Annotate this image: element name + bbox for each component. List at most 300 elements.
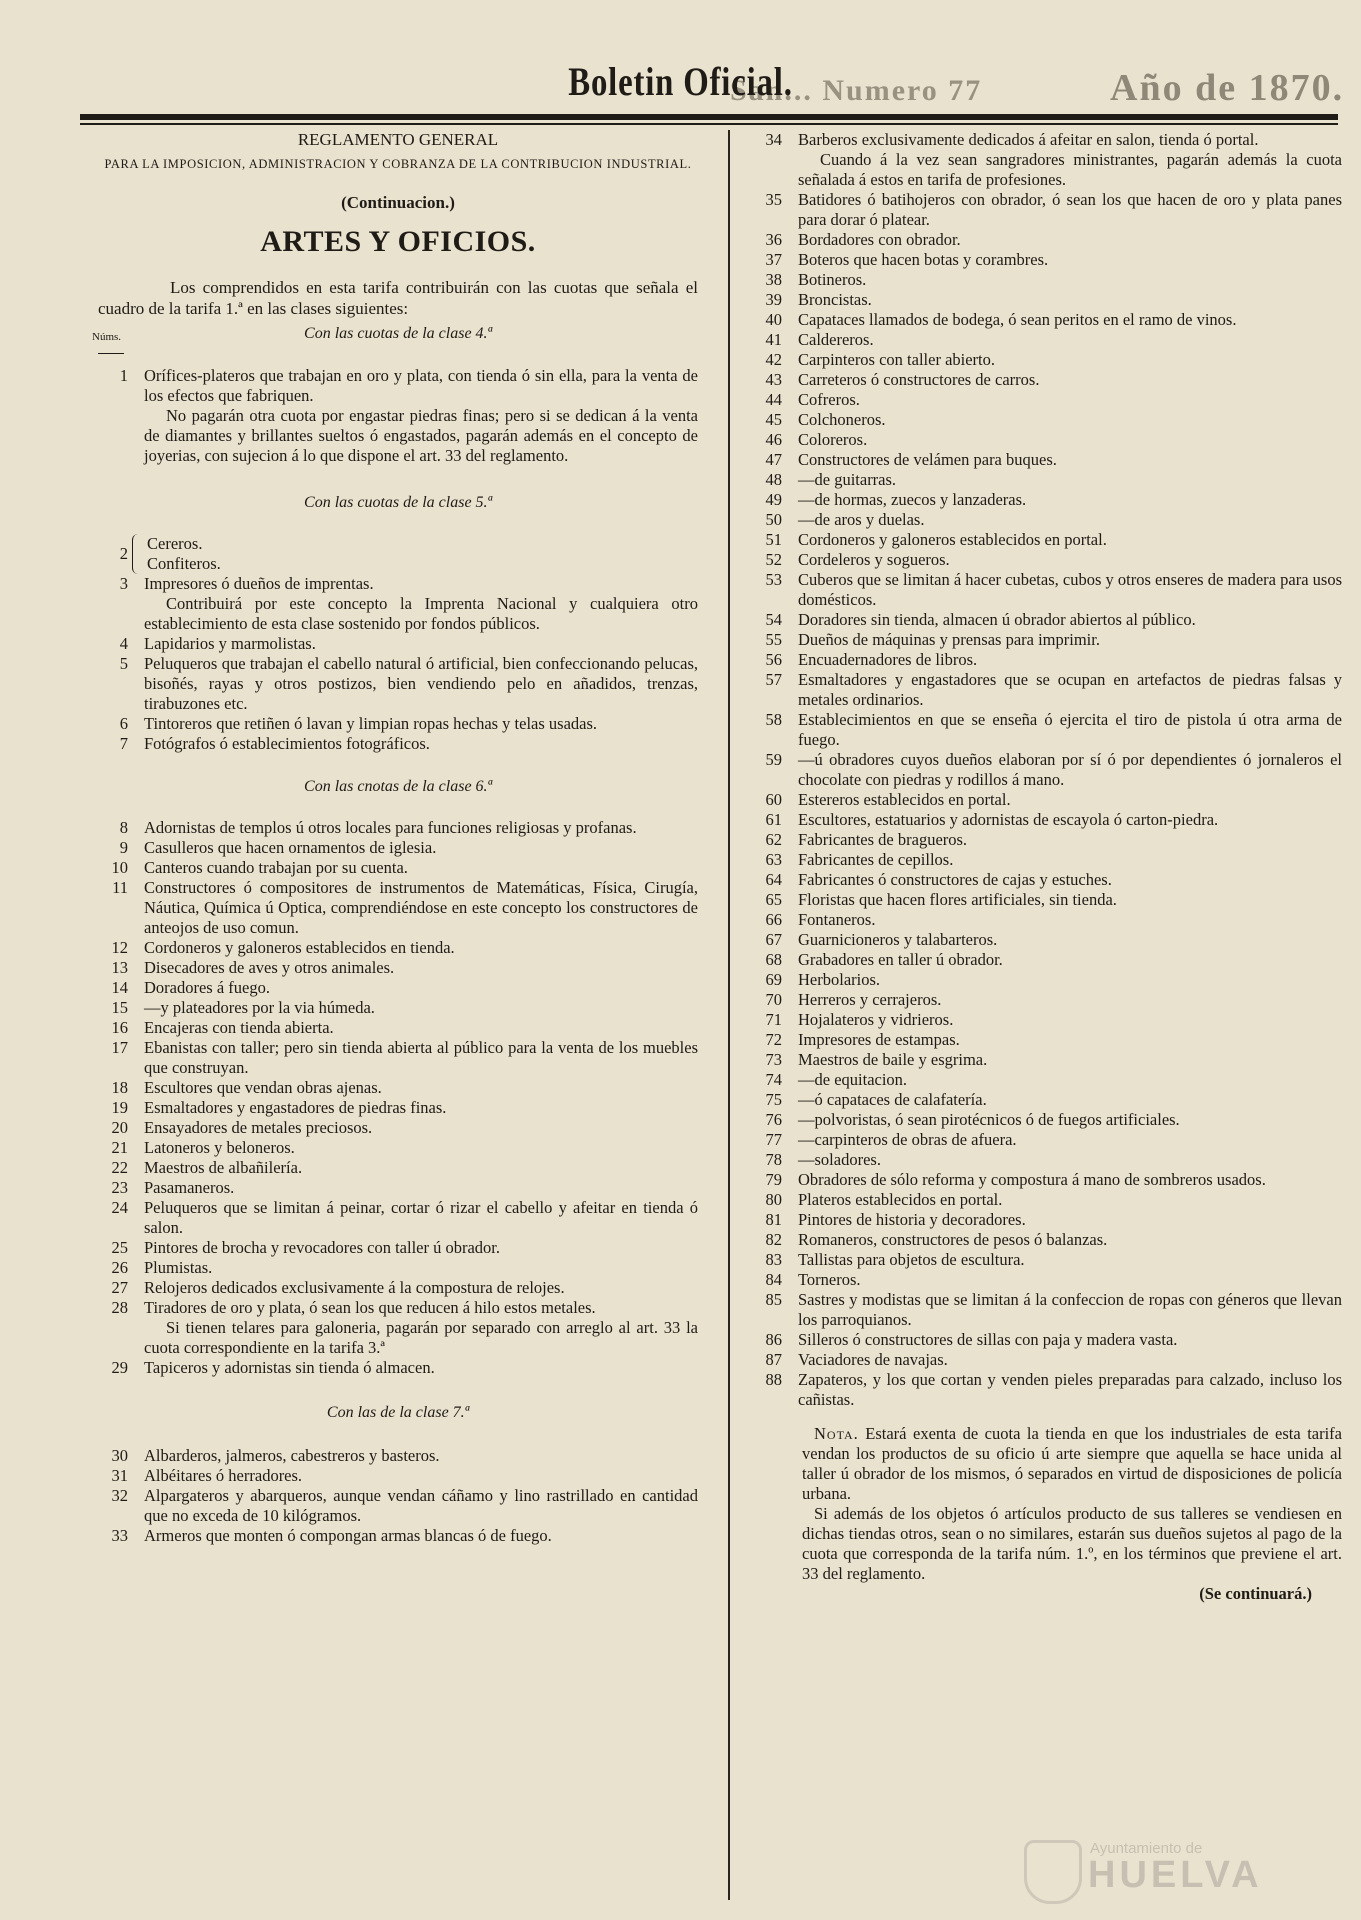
entry-number: 50 [765,510,782,529]
entry-text: Impresores de estampas. [798,1030,960,1049]
entry-number: 72 [765,1030,782,1049]
entry-text: Plateros establecidos en portal. [798,1190,1003,1209]
entry-40 [752,310,1342,330]
entry-69 [752,970,1342,990]
entry-number: 66 [765,910,782,929]
class4-row [92,325,698,351]
entry-text: Grabadores en taller ú obrador. [798,950,1003,969]
entry-number: 29 [111,1358,128,1377]
entry-number: 51 [765,530,782,549]
entry-text: Broncistas. [798,290,872,309]
entry-number: 16 [111,1018,128,1037]
entry-number: 59 [765,750,782,769]
entry-text: Maestros de albañilería. [144,1158,303,1177]
entry-3-note: Contribuirá por este concepto la Imprenta Nacional y cualquiera otro establecimiento de esta clase sostenido por fondos públicos. [144,594,698,633]
right-column [752,130,1342,1604]
seal-icon [1024,1840,1082,1904]
entry-number: 67 [765,930,782,949]
entry-text: Impresores ó dueños de imprentas. [144,574,374,593]
entry-11 [98,878,698,938]
entry-text: Guarnicioneros y talabarteros. [798,930,998,949]
column-divider [728,130,730,1900]
entry-6 [98,714,698,734]
entry-number: 81 [765,1210,782,1229]
entry-number: 33 [111,1526,128,1545]
watermark-small-text: Ayuntamiento de [1090,1840,1203,1857]
entry-number: 73 [765,1050,782,1069]
masthead [0,52,1361,112]
entry-81 [752,1210,1342,1230]
entry-text: Peluqueros que trabajan el cabello natural ó artificial, bien confeccionando pelucas, bisoñés, rayas y otros postizos, bien vendiendo pelo en añadidos, trenzas, tirabuzones etc. [144,654,698,713]
entry-number: 71 [765,1010,782,1029]
entry-number: 88 [765,1370,782,1389]
entry-number: 47 [765,450,782,469]
entry-text: Tintoreros que retiñen ó lavan y limpian ropas hechas y telas usadas. [144,714,598,733]
entry-text: Lapidarios y marmolistas. [144,634,316,653]
entry-text: Doradores sin tienda, almacen ú obrador abiertos al público. [798,610,1196,629]
entry-51 [752,530,1342,550]
entry-number: 86 [765,1330,782,1349]
entry-61 [752,810,1342,830]
entry-34-note: Cuando á la vez sean sangradores ministrantes, pagarán además la cuota señalada á estos en tarifa de profesiones. [798,150,1342,189]
entry-number: 76 [765,1110,782,1129]
entry-number: 78 [765,1150,782,1169]
reglamento-subheading: PARA LA IMPOSICION, ADMINISTRACION Y COBRANZA DE LA CONTRIBUCION INDUSTRIAL. [104,157,692,171]
entry-number: 6 [119,714,128,733]
entry-7 [98,734,698,754]
entry-text: —soladores. [798,1150,881,1169]
entry-text: —ó capataces de calafatería. [798,1090,987,1109]
entry-number: 31 [111,1466,128,1485]
entry-text: Disecadores de aves y otros animales. [144,958,395,977]
entry-65 [752,890,1342,910]
entry-49 [752,490,1342,510]
entry-number: 37 [765,250,782,269]
entry-59 [752,750,1342,790]
entry-87 [752,1350,1342,1370]
entry-text: Fabricantes de cepillos. [798,850,954,869]
entry-32 [98,1486,698,1526]
entry-number: 38 [765,270,782,289]
entry-number: 12 [111,938,128,957]
entry-58 [752,710,1342,750]
entry-text: Latoneros y beloneros. [144,1138,295,1157]
nota-text: Estará exenta de cuota la tienda en que los industriales de esta tarifa vendan los productos de su oficio ú arte siempre que aquella se hace unida al taller ú obrador de los mismos, ó separados en virtud de disposiciones de policía urbana. [802,1424,1343,1503]
entry-number: 52 [765,550,782,569]
entry-number: 75 [765,1090,782,1109]
entry-1 [98,366,698,406]
entry-50 [752,510,1342,530]
class4-heading: Con las cuotas de la clase 4.ª [304,325,492,342]
entry-number: 64 [765,870,782,889]
entry-text: Escultores que vendan obras ajenas. [144,1078,382,1097]
entry-78 [752,1150,1342,1170]
entry-text: —de hormas, zuecos y lanzaderas. [798,490,1027,509]
entry-1-note: No pagarán otra cuota por engastar piedras finas; pero si se dedican á la venta de diamantes y brillantes sueltos ó engastados, pagarán además en el concepto de joyerias, con sujecion á lo que dispone el art. 33 del reglamento. [144,406,698,465]
entry-text: Doradores á fuego. [144,978,270,997]
entry-number: 48 [765,470,782,489]
entry-text: —de guitarras. [798,470,897,489]
entry-16 [98,1018,698,1038]
entry-45 [752,410,1342,430]
entry-number: 24 [111,1198,128,1217]
entry-number: 5 [119,654,128,673]
entry-number: 74 [765,1070,782,1089]
continuacion-heading: (Continuacion.) [341,193,455,212]
entry-number: 55 [765,630,782,649]
nota-paragraph [752,1424,1342,1504]
entry-26 [98,1258,698,1278]
entry-44 [752,390,1342,410]
entry-text: Alpargateros y abarqueros, aunque vendan cáñamo y lino rastrillado en cantidad que no exceda de 10 kilógramos. [144,1486,698,1525]
entry-86 [752,1330,1342,1350]
entry-number: 18 [111,1078,128,1097]
entry-text: Floristas que hacen flores artificiales, sin tienda. [798,890,1117,909]
entry-79 [752,1170,1342,1190]
entry-38 [752,270,1342,290]
entry-number: 36 [765,230,782,249]
entry-number: 83 [765,1250,782,1269]
entry-text: Pintores de historia y decoradores. [798,1210,1026,1229]
class6-heading: Con las cnotas de la clase 6.ª [304,778,492,795]
entry-number: 26 [111,1258,128,1277]
entry-number: 10 [111,858,128,877]
entry-text: —y plateadores por la via húmeda. [144,998,375,1017]
entry-text: Cordoneros y galoneros establecidos en tienda. [144,938,455,957]
entry-text: Fontaneros. [798,910,876,929]
entry-number: 57 [765,670,782,689]
entry-21 [98,1138,698,1158]
entry-number: 3 [119,574,128,593]
entry-text: Herbolarios. [798,970,881,989]
entry-17 [98,1038,698,1078]
masthead-rule-thin [80,123,1338,125]
entry-number: 13 [111,958,128,977]
entry-73 [752,1050,1342,1070]
entry-48 [752,470,1342,490]
entry-83 [752,1250,1342,1270]
entry-number: 58 [765,710,782,729]
entry-2 [98,534,698,574]
entry-8 [98,818,698,838]
entry-68 [752,950,1342,970]
entry-number: 21 [111,1138,128,1157]
watermark-logo [1048,1840,1288,1900]
entry-text: Maestros de baile y esgrima. [798,1050,988,1069]
entry-text: Tallistas para objetos de escultura. [798,1250,1025,1269]
entry-text: Fotógrafos ó establecimientos fotográficos. [144,734,430,753]
entry-number: 1 [119,366,128,385]
entry-number: 28 [111,1298,128,1317]
entry-55 [752,630,1342,650]
entry-56 [752,650,1342,670]
entry-text: Cofreros. [798,390,860,409]
entry-number: 79 [765,1170,782,1189]
entry-text: Dueños de máquinas y prensas para imprimir. [798,630,1100,649]
entry-text: —de aros y duelas. [798,510,925,529]
entry-text: Boteros que hacen botas y corambres. [798,250,1049,269]
continuara-label: (Se continuará.) [1199,1584,1312,1603]
entry-text: Peluqueros que se limitan á peinar, cortar ó rizar el cabello y afeitar en tienda ó salon. [144,1198,698,1237]
entry-text: —polvoristas, ó sean pirotécnicos ó de fuegos artificiales. [798,1110,1180,1129]
entry-text: Plumistas. [144,1258,213,1277]
entry-number: 54 [765,610,782,629]
entry-text: Silleros ó constructores de sillas con paja y madera vasta. [798,1330,1178,1349]
entry-33 [98,1526,698,1546]
entry-52 [752,550,1342,570]
entry-text: Carreteros ó constructores de carros. [798,370,1040,389]
entry-4 [98,634,698,654]
entry-number: 61 [765,810,782,829]
entry-12 [98,938,698,958]
entry-number: 45 [765,410,782,429]
entry-63 [752,850,1342,870]
entry-64 [752,870,1342,890]
entry-text: Torneros. [798,1270,861,1289]
entry-text: Capataces llamados de bodega, ó sean peritos en el ramo de vinos. [798,310,1237,329]
entry-text: Orífices-plateros que trabajan en oro y plata, con tienda ó sin ella, para la venta de los efectos que fabriquen. [144,366,698,405]
entry-text: Ebanistas con taller; pero sin tienda abierta al público para la venta de los muebles que construyan. [144,1038,698,1077]
entry-14 [98,978,698,998]
masthead-rule-thick [80,114,1338,120]
entry-number: 19 [111,1098,128,1117]
entry-70 [752,990,1342,1010]
entry-text: Carpinteros con taller abierto. [798,350,996,369]
entry-text: Sastres y modistas que se limitan á la confeccion de ropas con géneros que llevan los parroquianos. [798,1290,1342,1329]
entry-18 [98,1078,698,1098]
entry-text: Vaciadores de navajas. [798,1350,948,1369]
entry-number: 39 [765,290,782,309]
entry-number: 2 [119,544,128,563]
entry-number: 4 [119,634,128,653]
entry-number: 42 [765,350,782,369]
entry-text: Adornistas de templos ú otros locales para funciones religiosas y profanas. [144,818,637,837]
entry-text: Albarderos, jalmeros, cabestreros y basteros. [144,1446,440,1465]
entry-text: Tapiceros y adornistas sin tienda ó almacen. [144,1358,435,1377]
entry-66 [752,910,1342,930]
entry-number: 80 [765,1190,782,1209]
entry-number: 69 [765,970,782,989]
entry-77 [752,1130,1342,1150]
entry-number: 23 [111,1178,128,1197]
entry-text: Batidores ó batihojeros con obrador, ó sean los que hacen de oro y plata panes para dorar ó platear. [798,190,1342,229]
entry-37 [752,250,1342,270]
entry-30 [98,1446,698,1466]
entry-23 [98,1178,698,1198]
entry-84 [752,1270,1342,1290]
entry-number: 40 [765,310,782,329]
entry-28-note: Si tienen telares para galoneria, pagarán por separado con arreglo al art. 33 la cuota correspondiente en la tarifa 3.ª [144,1318,698,1357]
entry-text: —ú obradores cuyos dueños elaboran por sí ó por dependientes ó jornaleros el chocolate con piedras y rodillos á mano. [798,750,1342,789]
entry-number: 46 [765,430,782,449]
entry-text: Armeros que monten ó compongan armas blancas ó de fuego. [144,1526,552,1545]
entry-35 [752,190,1342,230]
entry-34 [752,130,1342,150]
left-column [92,130,698,1546]
entry-text: Casulleros que hacen ornamentos de iglesia. [144,838,437,857]
entry-text: Ensayadores de metales preciosos. [144,1118,373,1137]
entry-text: Botineros. [798,270,867,289]
nota-paragraph-2: Si además de los objetos ó artículos producto de sus talleres se vendiesen en dichas tiendas otros, sean o no similares, estarán sus dueños sujetos al pago de la cuota que corresponda de la tarifa núm. 1.º, en los términos que previene el art. 33 del reglamento. [802,1504,1342,1583]
entry-text: Encajeras con tienda abierta. [144,1018,334,1037]
entry-text: Pasamaneros. [144,1178,235,1197]
entry-text: Caldereros. [798,330,874,349]
entry-text: —carpinteros de obras de afuera. [798,1130,1017,1149]
entry-67 [752,930,1342,950]
intro-paragraph: Los comprendidos en esta tarifa contribuirán con las cuotas que señala el cuadro de la tarifa 1.ª en las clases siguientes: [98,278,698,318]
entry-text: Cuberos que se limitan á hacer cubetas, cubos y otros enseres de madera para usos domésticos. [798,570,1342,609]
brace-icon [132,534,143,574]
entry-text: Colchoneros. [798,410,886,429]
entry-15 [98,998,698,1018]
masthead-faded-left: San... Numero 77 [730,74,983,107]
entry-text: Obradores de sólo reforma y compostura á mano de sombreros usados. [798,1170,1266,1189]
entry-number: 34 [765,130,782,149]
entry-number: 87 [765,1350,782,1369]
entry-number: 82 [765,1230,782,1249]
entry-number: 15 [111,998,128,1017]
entry-text: Esmaltadores y engastadores que se ocupan en artefactos de piedras falsas y metales ordinarios. [798,670,1342,709]
entry-text: Constructores de velámen para buques. [798,450,1057,469]
entry-54 [752,610,1342,630]
reglamento-heading: REGLAMENTO GENERAL [297,130,499,149]
entry-80 [752,1190,1342,1210]
watermark-big-text: HUELVA [1088,1854,1263,1896]
entry-76 [752,1110,1342,1130]
entry-13 [98,958,698,978]
entry-number: 65 [765,890,782,909]
entry-text: Romaneros, constructores de pesos ó balanzas. [798,1230,1108,1249]
entry-text: Escultores, estatuarios y adornistas de escayola ó carton-piedra. [798,810,1219,829]
entry-29 [98,1358,698,1378]
entry-number: 20 [111,1118,128,1137]
entry-9 [98,838,698,858]
entry-text: Pintores de brocha y revocadores con taller ú obrador. [144,1238,500,1257]
section-title: ARTES Y OFICIOS. [260,225,536,258]
entry-text: Albéitares ó herradores. [144,1466,303,1485]
entry-46 [752,430,1342,450]
entry-number: 22 [111,1158,128,1177]
entry-text: Tiradores de oro y plata, ó sean los que reducen á hilo estos metales. [144,1298,596,1317]
nums-label: Núms. [92,331,122,343]
nota-lead: Nota. [814,1424,859,1443]
entry-number: 11 [112,878,128,897]
entry-62 [752,830,1342,850]
entry-number: 56 [765,650,782,669]
entry-text: Fabricantes de bragueros. [798,830,968,849]
entry-number: 30 [111,1446,128,1465]
entry-75 [752,1090,1342,1110]
entry-19 [98,1098,698,1118]
entry-number: 43 [765,370,782,389]
entry-22 [98,1158,698,1178]
entry-number: 8 [119,818,128,837]
entry-number: 32 [111,1486,128,1505]
entry-number: 41 [765,330,782,349]
entry-text: Constructores ó compositores de instrumentos de Matemáticas, Física, Cirugía, Náutica, Química ú Optica, comprendiéndose en este concepto los constructores de anteojos de uso comun. [144,878,698,937]
entry-43 [752,370,1342,390]
entry-text: Encuadernadores de libros. [798,650,978,669]
entry-number: 35 [765,190,782,209]
entry-85 [752,1290,1342,1330]
entry-number: 60 [765,790,782,809]
entry-3 [98,574,698,594]
entry-number: 85 [765,1290,782,1309]
entry-text: Estereros establecidos en portal. [798,790,1011,809]
entry-27 [98,1278,698,1298]
masthead-title: Boletin Oficial. [568,59,793,104]
entry-number: 53 [765,570,782,589]
entry-text: Establecimientos en que se enseña ó ejercita el tiro de pistola ú otra arma de fuego. [798,710,1342,749]
entry-42 [752,350,1342,370]
entry-31 [98,1466,698,1486]
entry-text: Herreros y cerrajeros. [798,990,942,1009]
entry-10 [98,858,698,878]
entry-number: 14 [111,978,128,997]
entry-text: Hojalateros y vidrieros. [798,1010,954,1029]
entry-20 [98,1118,698,1138]
entry-24 [98,1198,698,1238]
entry-36 [752,230,1342,250]
class5-heading: Con las cuotas de la clase 5.ª [304,494,492,511]
entry-number: 84 [765,1270,782,1289]
entry-47 [752,450,1342,470]
entry-text: Coloreros. [798,430,868,449]
entry-number: 63 [765,850,782,869]
entry-number: 68 [765,950,782,969]
entry-28 [98,1298,698,1318]
entry-text: Bordadores con obrador. [798,230,961,249]
entry-number: 7 [119,734,128,753]
entry-text: Esmaltadores y engastadores de piedras finas. [144,1098,447,1117]
entry-number: 44 [765,390,782,409]
entry-57 [752,670,1342,710]
entry-41 [752,330,1342,350]
entry-text: Cordeleros y sogueros. [798,550,950,569]
entry-text: Canteros cuando trabajan por su cuenta. [144,858,408,877]
entry-72 [752,1030,1342,1050]
nums-rule [98,353,124,354]
entry-82 [752,1230,1342,1250]
entry-number: 70 [765,990,782,1009]
entry-text: Relojeros dedicados exclusivamente á la compostura de relojes. [144,1278,565,1297]
entry-60 [752,790,1342,810]
entry-text: Confiteros. [147,554,221,573]
entry-text: Cereros. [147,534,203,553]
entry-25 [98,1238,698,1258]
entry-5 [98,654,698,714]
entry-71 [752,1010,1342,1030]
entry-text: Zapateros, y los que cortan y venden pieles preparadas para calzado, incluso los cañistas. [798,1370,1342,1409]
entry-number: 25 [111,1238,128,1257]
entry-number: 49 [765,490,782,509]
entry-number: 17 [111,1038,128,1057]
entry-number: 62 [765,830,782,849]
entry-number: 77 [765,1130,782,1149]
entry-74 [752,1070,1342,1090]
entry-39 [752,290,1342,310]
class7-heading: Con las de la clase 7.ª [326,1404,470,1421]
entry-text: Cordoneros y galoneros establecidos en portal. [798,530,1107,549]
entry-text: —de equitacion. [798,1070,908,1089]
entry-88 [752,1370,1342,1410]
entry-text: Barberos exclusivamente dedicados á afeitar en salon, tienda ó portal. [798,130,1259,149]
entry-number: 27 [111,1278,128,1297]
entry-53 [752,570,1342,610]
masthead-faded-right: Año de 1870. [1110,67,1345,109]
entry-text: Fabricantes ó constructores de cajas y estuches. [798,870,1112,889]
entry-number: 9 [119,838,128,857]
